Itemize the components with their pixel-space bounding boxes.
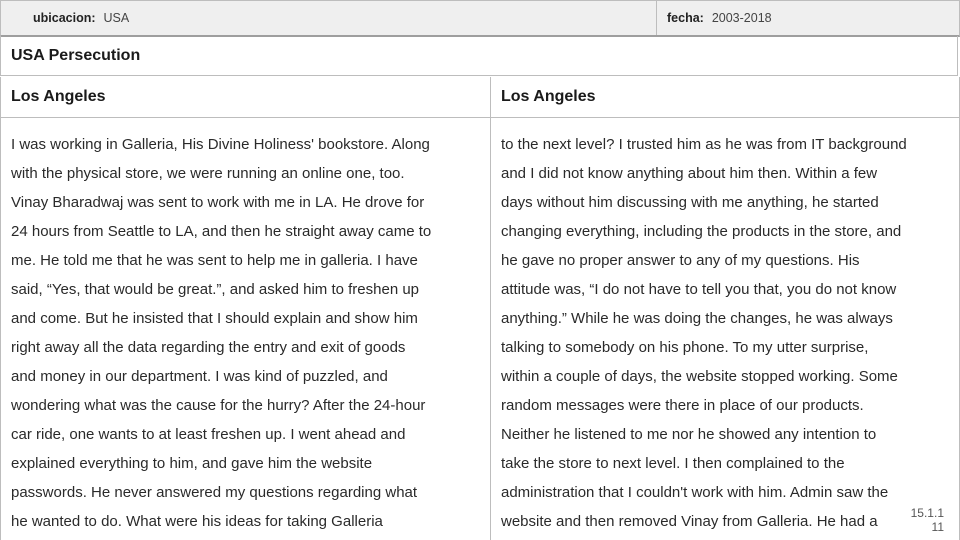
text-line: changing everything, including the products in the store, and	[501, 223, 902, 240]
location-label: ubicacion:	[33, 11, 96, 25]
city-left: Los Angeles	[0, 77, 490, 117]
text-line: he wanted to do. What were his ideas for taking Galleria	[11, 513, 383, 530]
page-number-page: 11	[931, 520, 944, 534]
text-line: take the store to next level. I then complained to the	[501, 455, 845, 472]
date-label: fecha:	[667, 11, 704, 25]
text-line: administration that I couldn't work with him. Admin saw the	[501, 484, 889, 501]
page-number	[911, 506, 944, 534]
text-line: right away all the data regarding the entry and exit of goods	[11, 339, 406, 356]
text-line: anything.” While he was doing the changes, he was always	[501, 310, 893, 327]
date-cell	[657, 1, 959, 35]
text-line: passwords. He never answered my questions regarding what	[11, 484, 418, 501]
location-cell	[1, 1, 657, 35]
text-line: random messages were there in place of our products.	[501, 397, 864, 414]
text-line: website and then removed Vinay from Galleria. He had a	[501, 513, 878, 530]
text-line: he gave no proper answer to any of my questions. His	[501, 252, 860, 269]
text-line: Neither he listened to me nor he showed any intention to	[501, 426, 877, 443]
text-line: attitude was, “I do not have to tell you that, you do not know	[501, 281, 897, 298]
text-column-right	[490, 118, 960, 540]
text-line: to the next level? I trusted him as he was from IT background	[501, 136, 907, 153]
text-line: explained everything to him, and gave him the website	[11, 455, 373, 472]
section-title: USA Persecution	[0, 36, 958, 76]
header-bar	[0, 0, 960, 37]
text-line: me. He told me that he was sent to help me in galleria. I have	[11, 252, 418, 269]
text-line: car ride, one wants to at least freshen up. I went ahead and	[11, 426, 406, 443]
page-number-section: 15.1.1	[910, 506, 944, 520]
text-line: I was working in Galleria, His Divine Holiness' bookstore. Along	[11, 136, 430, 153]
text-line: wondering what was the cause for the hurry? After the 24-hour	[11, 397, 426, 414]
location-value: USA	[103, 11, 130, 25]
city-header-row	[0, 77, 960, 118]
text-column-left	[0, 118, 490, 540]
body-row	[0, 118, 960, 540]
text-line: said, “Yes, that would be great.”, and asked him to freshen up	[11, 281, 420, 298]
date-value: 2003-2018	[711, 11, 772, 25]
text-line: with the physical store, we were running an online one, too.	[11, 165, 405, 182]
text-line: 24 hours from Seattle to LA, and then he straight away came to	[11, 223, 432, 240]
text-line: within a couple of days, the website stopped working. Some	[501, 368, 898, 385]
text-line: and money in our department. I was kind of puzzled, and	[11, 368, 388, 385]
city-right: Los Angeles	[490, 77, 960, 117]
text-line: days without him discussing with me anything, he started	[501, 194, 879, 211]
text-line: and come. But he insisted that I should explain and show him	[11, 310, 418, 327]
text-line: and I did not know anything about him then. Within a few	[501, 165, 878, 182]
text-line: talking to somebody on his phone. To my utter surprise,	[501, 339, 869, 356]
text-line: Vinay Bharadwaj was sent to work with me in LA. He drove for	[11, 194, 425, 211]
